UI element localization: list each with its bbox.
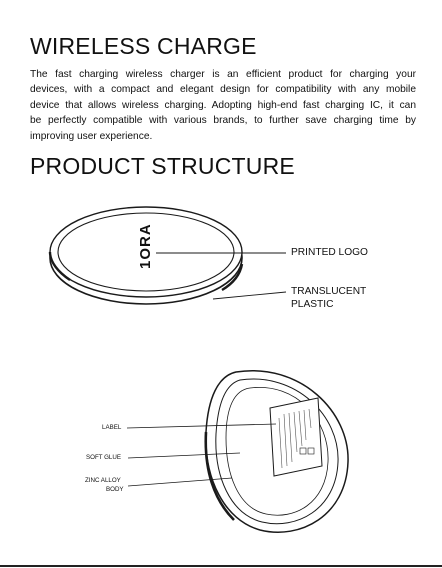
- callout-body: BODY: [106, 486, 124, 493]
- charger-bottom-view: [127, 371, 348, 533]
- callout-printed-logo: PRINTED LOGO: [291, 247, 368, 258]
- callout-zinc-alloy: ZINC ALLOY: [85, 477, 121, 484]
- page-bottom-rule: [0, 565, 442, 567]
- description-line: devices, with a compact and elegant design for compatibility with any mobile: [30, 84, 416, 96]
- brand-logo: 1ORA: [137, 223, 154, 269]
- callout-plastic: PLASTIC: [291, 299, 334, 310]
- description-line: improving user experience.: [30, 130, 153, 142]
- section-title-product-structure: PRODUCT STRUCTURE: [30, 153, 295, 179]
- callout-soft-glue: SOFT GLUE: [86, 454, 121, 461]
- description-line: The fast charging wireless charger is an efficient product for charging your: [30, 69, 416, 80]
- section-title-wireless-charge: WIRELESS CHARGE: [30, 33, 257, 59]
- callout-label: LABEL: [102, 424, 122, 431]
- charger-top-view: [50, 207, 286, 304]
- description-line: device that allows wireless charging. Adopting high-end fast charging IC, it can: [30, 99, 416, 111]
- callout-translucent: TRANSLUCENT: [291, 286, 367, 297]
- description-line: be perfectly compatible with various brands, to further save charging time by: [30, 115, 416, 127]
